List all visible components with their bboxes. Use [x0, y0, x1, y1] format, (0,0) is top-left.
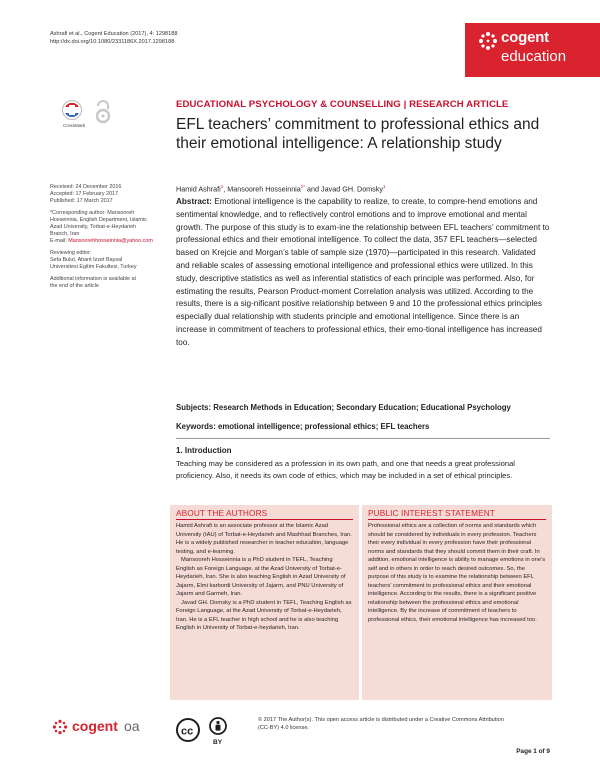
license-line: © 2017 The Author(s). This open access article is distributed under a Creative Commons Attribution: [258, 717, 504, 723]
logo-main: cogent: [72, 718, 118, 734]
affiliation-marker: 1: [220, 184, 224, 189]
abstract: [176, 196, 550, 350]
published-date: Published: 17 March 2017: [50, 198, 113, 204]
about-authors-box: [170, 505, 359, 700]
section-label: EDUCATIONAL PSYCHOLOGY & COUNSELLING | RESEARCH ARTICLE: [176, 99, 509, 110]
brand-sub: education: [501, 48, 567, 65]
affiliation-marker: 1*: [300, 184, 306, 189]
about-authors-heading: ABOUT THE AUTHORS: [176, 508, 268, 518]
svg-text:cc: cc: [181, 725, 194, 738]
email-link[interactable]: Mansoorehhosseinnia@yahoo.com: [68, 238, 153, 244]
author-bio: Mansooreh Hosseinnia is a PhD student in TEFL, Teaching English as Foreign Language, at the Azad University of Torbat-e-Heydarieh, Iran. She is also teaching English in Azad University of Jajarm, Elmi karbordi University of Jajarm, and PNU University of Jajarm and Garmeh, Iran.: [176, 557, 346, 597]
citation: [50, 30, 178, 46]
author-list: Hamid Ashrafi$^1$, Mansooreh Hosseinnia$^{1*}$ and Javad GH. Domsky$^1$: [176, 184, 386, 194]
box-divider: [368, 519, 546, 520]
cc-by-label: BY: [213, 739, 223, 746]
author-name[interactable]: Mansooreh Hosseinnia: [227, 184, 301, 194]
author-bio: Javad GH. Domsky is a PhD student in TEFL, Teaching English as Foreign Language, at the Azad University of Torbat-e-Heydarieh, Iran. He is a EFL teacher in high school and he is also teaching English in University of Torbat-e-heydarieh, Iran.: [176, 599, 352, 631]
keywords-text: Keywords: emotional intelligence; professional ethics; EFL teachers: [176, 422, 430, 431]
cogent-star-icon: [52, 719, 68, 735]
crossmark-icon[interactable]: [60, 98, 116, 130]
license-line: (CC-BY) 4.0 license.: [258, 725, 309, 731]
public-interest-text: Professional ethics are a collection of norms and standards which should be considered by individuals in every profession. Teachers their every individual in every profession have their professional norms and standards that they should commit them in their craft. In addition, emotional intelligence is ability to manage emotions in one’s self and in others in order to reach desired outcomes. So, the purpose of this study is to examine the relationship between EFL teachers’ commitment to professional ethics and their emotional intelligence. According to the results, there is a significant positive relationship between the professional ethics and emotional intelligence. By the increase of commitment of teachers to professional ethics, their emotional intelligence has increased too.: [368, 523, 546, 623]
abstract-label: Abstract:: [176, 197, 212, 206]
email-label: E-mail:: [50, 238, 67, 244]
citation-journal: Ashrafi et al., Cogent Education (2017), 4: 1298188: [50, 31, 178, 37]
creative-commons-icon: [177, 719, 199, 741]
logo-sub: oa: [124, 718, 140, 734]
additional-info: Additional information is available at: [50, 276, 137, 282]
corresponding-author-line: Azad University, Torbat-e-Heydarieh: [50, 224, 137, 230]
affiliation-marker: 1: [382, 184, 386, 189]
corresponding-author-line: Branch, Iran: [50, 231, 80, 237]
author-name[interactable]: Hamid Ashrafi: [176, 184, 221, 194]
public-interest-box: [362, 505, 552, 700]
keywords: [176, 422, 429, 431]
received-date: Received: 24 December 2016: [50, 184, 122, 190]
reviewing-editor-affil: Universitesi Egitim Fakultesi, Turkey: [50, 264, 137, 270]
accepted-date: Accepted: 17 February 2017: [50, 191, 119, 197]
page-number: Page 1 of 9: [516, 748, 550, 755]
intro-heading: 1. Introduction: [176, 446, 232, 455]
box-divider: [176, 519, 353, 520]
subjects-text: Subjects: Research Methods in Education; Secondary Education; Educational Psychology: [176, 403, 511, 412]
license-statement: [258, 716, 548, 732]
crossmark-label: CrossMark: [63, 123, 86, 128]
reviewing-editor-label: Reviewing editor:: [50, 250, 92, 256]
author-bio: Hamid Ashrafi is an associate professor at the Islamic Azad University (IAU) of Torbat-e-Heydarieh and Mashhad Branches, Iran. He is a widely published researcher in teacher education, language testing, and e-learning.: [176, 523, 352, 555]
intro-paragraph: Teaching may be considered as a profession in its own path, and one that needs a great professional proficiency. Also, it needs its own code of ethics, which may be included in a set of ethical principles.: [176, 459, 515, 480]
cogent-oa-logo[interactable]: [52, 717, 162, 739]
divider: [176, 438, 550, 439]
cogent-education-logo[interactable]: [465, 23, 600, 77]
article-badges: [60, 98, 116, 130]
subjects: [176, 403, 511, 412]
cc-by-license-badge[interactable]: [176, 717, 248, 747]
corresponding-author-line: Hosseinnia, English Department, Islamic: [50, 217, 147, 223]
abstract-text: Emotional intelligence is the capability to realize, to create, to compre-hend emotions and sentimental knowledge, and to reflectively control emotions and to improve emotional and mental growth. The purpose of this study is to exam-ine the relationship between EFL teachers’ commitment to professional ethics and their emotional intelligence. To collect the data, 357 EFL teachers—selected based on Krejcie and Morgan’s table of sample size (1970)—participated in this research. Validated and reliable scales of assessing emotional intelligence and professional ethics were utilized. In this study, descriptive statistics as well as inferential statistics of each principle was performed. Also, for estimating the results, Pearson Product-moment Correlation analysis was utilized. According to the results, there is a sig-nificant positive relationship between 9 and 10 the professional ethics principles especially dual relationship with students principle and emotional intelligence. Since there is an increase in commitment of teachers to professional ethics, their emo-tional intelligence has increased too.: [176, 197, 550, 347]
additional-info-line: the end of the article: [50, 283, 99, 289]
public-interest-heading: PUBLIC INTEREST STATEMENT: [368, 508, 495, 518]
cogent-star-icon: [478, 31, 498, 51]
corresponding-author: *Corresponding author: Mansooreh: [50, 210, 135, 216]
citation-doi[interactable]: http://dx.doi.org/10.1080/2331186X.2017.1298188: [50, 39, 175, 45]
author-name[interactable]: Javad GH. Domsky: [321, 184, 383, 194]
open-access-icon: [97, 101, 109, 122]
article-metadata: [50, 184, 168, 290]
brand-name: cogent: [501, 29, 549, 46]
article-title: EFL teachers’ commitment to professional ethics and their emotional intelligence: A relationship study: [176, 116, 540, 152]
reviewing-editor: Sefa Bulut, Abant Izzet Baysal: [50, 257, 123, 263]
attribution-icon: [210, 718, 226, 746]
